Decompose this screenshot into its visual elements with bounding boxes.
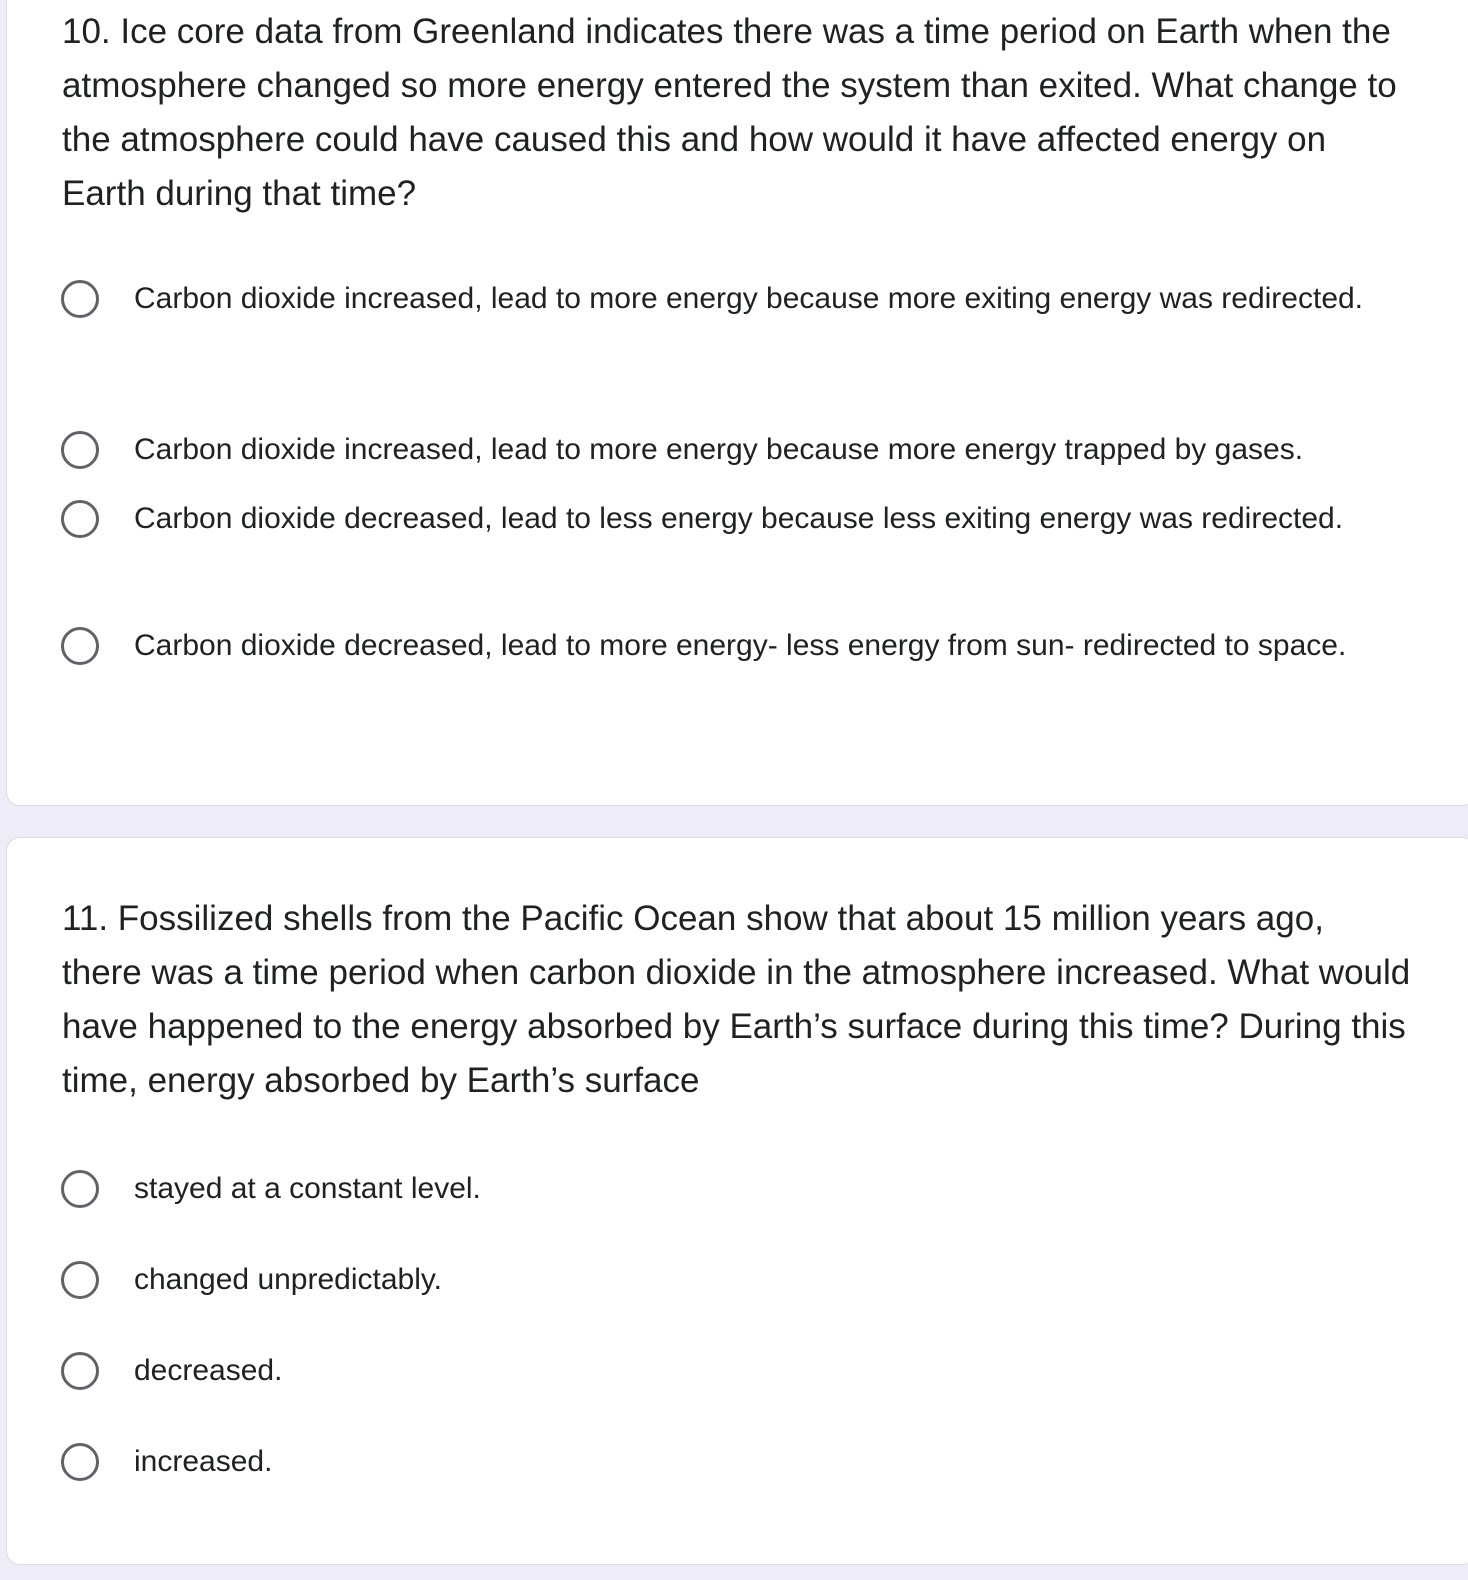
- radio-button-unchecked[interactable]: [61, 280, 99, 318]
- question-text: 11. Fossilized shells from the Pacific Ocean show that about 15 million years ago, there was a time period when carbon dioxide in the atmosphere increased. What would have happened to the energy absorbed by Earth’s surface during this time? During this time, energy absorbed by Earth’s surface: [62, 899, 1411, 1100]
- radio-button-unchecked[interactable]: [61, 431, 99, 469]
- radio-button-unchecked[interactable]: [61, 500, 99, 538]
- question-card-10: [6, 0, 1468, 806]
- answer-option[interactable]: [61, 1348, 1421, 1394]
- question-card-11: [6, 837, 1468, 1565]
- answer-option[interactable]: [61, 1257, 1421, 1303]
- radio-button-unchecked[interactable]: [61, 1443, 99, 1481]
- option-label: Carbon dioxide decreased, lead to more energy- less energy from sun- redirected to space.: [134, 629, 1347, 662]
- answer-option[interactable]: [61, 623, 1421, 669]
- answer-option[interactable]: [61, 276, 1421, 322]
- option-label: Carbon dioxide decreased, lead to less energy because less exiting energy was redirected.: [134, 502, 1344, 535]
- answer-option[interactable]: [61, 496, 1421, 542]
- option-label: decreased.: [134, 1354, 283, 1387]
- option-label: changed unpredictably.: [134, 1263, 442, 1296]
- option-label: Carbon dioxide increased, lead to more energy because more exiting energy was redirected.: [134, 282, 1364, 315]
- option-label: stayed at a constant level.: [134, 1172, 481, 1205]
- question-text: 10. Ice core data from Greenland indicates there was a time period on Earth when the atmosphere changed so more energy entered the system than exited. What change to the atmosphere could have caused this and how would it have affected energy on Earth during that time?: [62, 12, 1397, 213]
- answer-option[interactable]: [61, 1166, 1421, 1212]
- radio-button-unchecked[interactable]: [61, 1352, 99, 1390]
- radio-button-unchecked[interactable]: [61, 627, 99, 665]
- radio-button-unchecked[interactable]: [61, 1261, 99, 1299]
- answer-option[interactable]: [61, 1439, 1421, 1485]
- radio-button-unchecked[interactable]: [61, 1170, 99, 1208]
- answer-option[interactable]: [61, 427, 1421, 473]
- option-label: Carbon dioxide increased, lead to more energy because more energy trapped by gases.: [134, 433, 1304, 466]
- option-label: increased.: [134, 1445, 273, 1478]
